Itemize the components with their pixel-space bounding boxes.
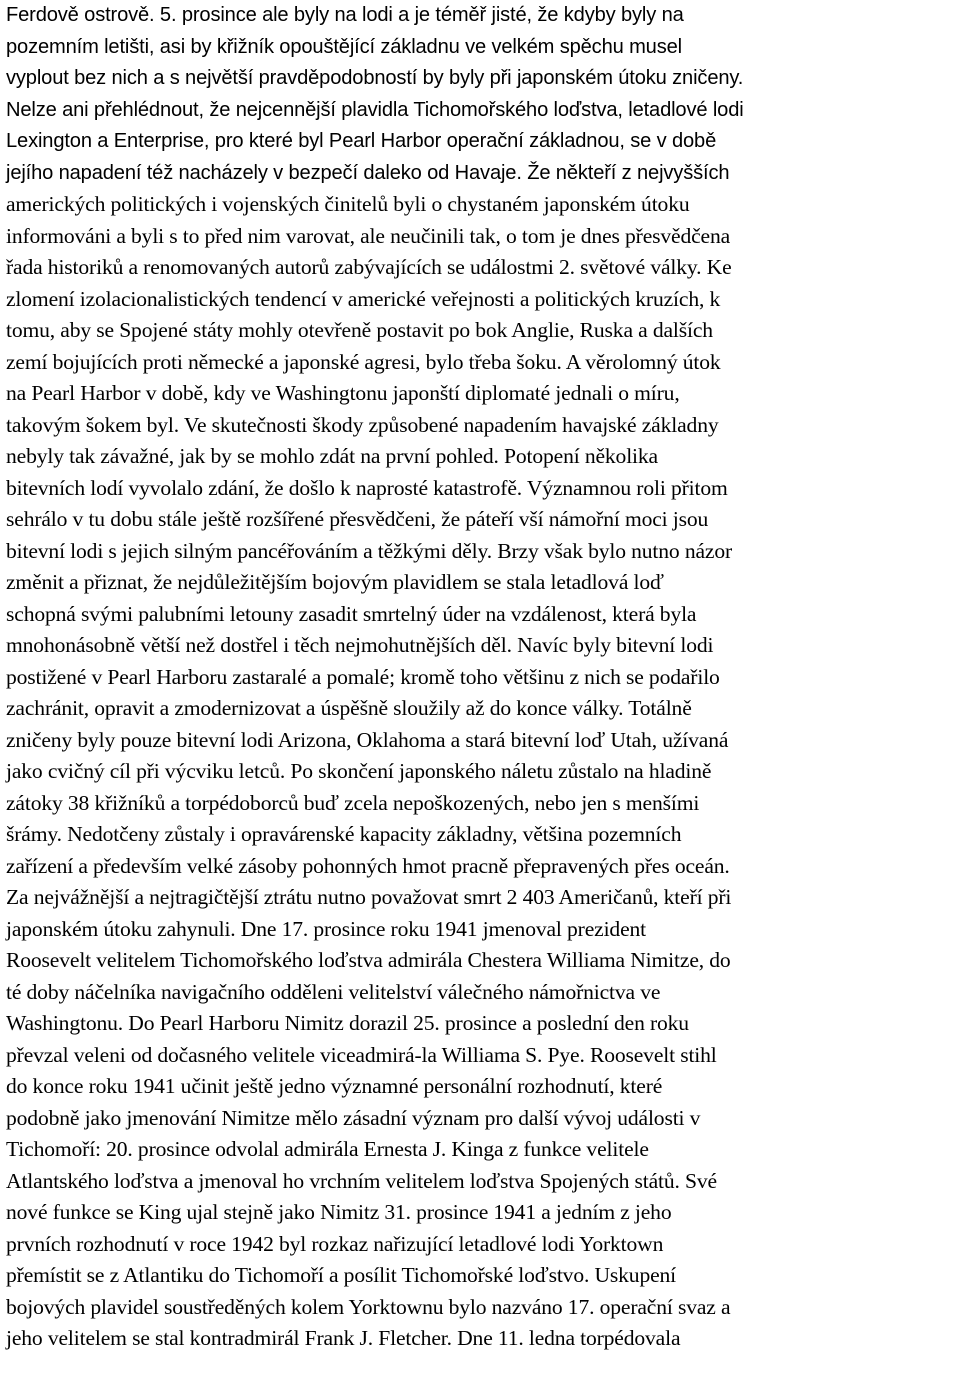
- text-line: takovým šokem byl. Ve skutečnosti škody způsobené napadením havajské základny: [6, 412, 719, 437]
- text-line: tomu, aby se Spojené státy mohly otevřeně postavit po bok Anglie, Ruska a dalších: [6, 318, 713, 342]
- text-line: řada historiků a renomovaných autorů zabývajících se událostmi 2. světové války. Ke: [6, 255, 732, 279]
- text-line: převzal veleni od dočasného velitele viceadmirá-la Williama S. Pye. Roosevelt stihl: [6, 1042, 717, 1067]
- text-line: japonském útoku zahynuli. Dne 17. prosince roku 1941 jmenoval prezident: [6, 916, 647, 941]
- text-line: bojových plavidel soustředěných kolem Yorktownu bylo nazváno 17. operační svaz a: [6, 1294, 731, 1319]
- text-line: jako cvičný cíl při výcviku letců. Po skončení japonského náletu zůstalo na hladině: [6, 759, 712, 783]
- text-line: jejího napadení též nacházely v bezpečí daleko od Havaje. Že někteří z nejvyšších: [6, 161, 730, 184]
- text-line: šrámy. Nedotčeny zůstaly i opravárenské kapacity základny, většina pozemních: [6, 822, 682, 846]
- text-line: změnit a přiznat, že nejdůležitějším bojovým plavidlem se stala letadlová loď: [6, 570, 664, 594]
- text-line: do konce roku 1941 učinit ještě jedno významné personální rozhodnutí, které: [6, 1074, 663, 1098]
- text-line: podobně jako jmenování Nimitze mělo zásadní význam pro další vývoj události v: [6, 1105, 701, 1130]
- text-line: zařízení a především velké zásoby pohonných hmot pracně přepravených přes oceán.: [6, 853, 730, 878]
- text-line: zemí bojujících proti německé a japonské agresi, bylo třeba šoku. A věrolomný útok: [6, 349, 721, 374]
- text-line: Lexington a Enterprise, pro které byl Pearl Harbor operační základnou, se v době: [6, 130, 717, 152]
- text-line: Washingtonu. Do Pearl Harboru Nimitz dorazil 25. prosince a poslední den roku: [6, 1011, 689, 1035]
- text-line: zátoky 38 křižníků a torpédoborců buď zcela nepoškozených, nebo jen s menšími: [6, 790, 700, 815]
- text-line: Atlantského loďstva a jmenoval ho vrchním velitelem loďstva Spojených států. Své: [6, 1168, 717, 1193]
- text-line: Roosevelt velitelem Tichomořského loďstva admirála Chestera Williama Nimitze, do: [6, 948, 731, 972]
- text-line: nebyly tak závažné, jak by se mohlo zdát na první pohled. Potopení několika: [6, 444, 658, 468]
- text-line: mnohonásobně větší než dostřel i těch nejmohutnějších děl. Navíc byly bitevní lodi: [6, 633, 714, 657]
- text-line: Nelze ani přehlédnout, že nejcennější plavidla Tichomořského loďstva, letadlové lodi: [6, 98, 744, 121]
- text-line: informováni a byli s to před nim varovat, ale neučinili tak, o tom je dnes přesvědčena: [6, 223, 731, 248]
- text-line: sehrálo v tu dobu stále ještě rozšířené přesvědčeni, že páteří vší námořní moci jsou: [6, 507, 709, 531]
- text-line: jeho velitelem se stal kontradmirál Frank J. Fletcher. Dne 11. ledna torpédovala: [6, 1326, 681, 1350]
- text-line: té doby náčelníka navigačního odděleni velitelství válečného námořnictva ve: [6, 979, 661, 1004]
- text-line: Ferdově ostrově. 5. prosince ale byly na lodi a je téměř jisté, že kdyby byly na: [6, 4, 684, 26]
- text-line: pozemním letišti, asi by křižník opouštějící základnu ve velkém spěchu musel: [6, 35, 682, 58]
- text-line: Tichomoří: 20. prosince odvolal admirála Ernesta J. Kinga z funkce velitele: [6, 1137, 649, 1161]
- document-page: [6, 0, 960, 1355]
- text-line: amerických politických i vojenských činitelů byli o chystaném japonském útoku: [6, 192, 690, 216]
- text-line: postižené v Pearl Harboru zastaralé a pomalé; kromě toho většinu z nich se podařilo: [6, 664, 720, 689]
- text-line: vyplout bez nich a s největší pravděpodobností by byly při japonském útoku zničeny.: [6, 67, 744, 89]
- text-line: přemístit se z Atlantiku do Tichomoří a posílit Tichomořské loďstvo. Uskupení: [6, 1263, 677, 1287]
- text-line: schopná svými palubními letouny zasadit smrtelný úder na vzdálenost, která byla: [6, 601, 697, 626]
- text-line: zachránit, opravit a zmodernizovat a úspěšně sloužily až do konce války. Totálně: [6, 696, 692, 720]
- text-line: zničeny byly pouze bitevní lodi Arizona, Oklahoma a stará bitevní loď Utah, užívaná: [6, 727, 729, 752]
- text-line: nové funkce se King ujal stejně jako Nimitz 31. prosince 1941 a jedním z jeho: [6, 1200, 672, 1224]
- text-line: Za nejvážnější a nejtragičtější ztrátu nutno považovat smrt 2 403 Američanů, kteří při: [6, 885, 732, 909]
- text-line: prvních rozhodnutí v roce 1942 byl rozkaz nařizující letadlové lodi Yorktown: [6, 1231, 664, 1256]
- text-line: zlomení izolacionalistických tendencí v americké veřejnosti a politických kruzích, k: [6, 286, 721, 311]
- text-line: bitevních lodí vyvolalo zdání, že došlo k naprosté katastrofě. Významnou roli přitom: [6, 475, 728, 500]
- text-line: na Pearl Harbor v době, kdy ve Washingtonu japonští diplomaté jednali o míru,: [6, 381, 680, 405]
- text-line: bitevní lodi s jejich silným pancéřováním a těžkými děly. Brzy však bylo nutno názor: [6, 538, 733, 563]
